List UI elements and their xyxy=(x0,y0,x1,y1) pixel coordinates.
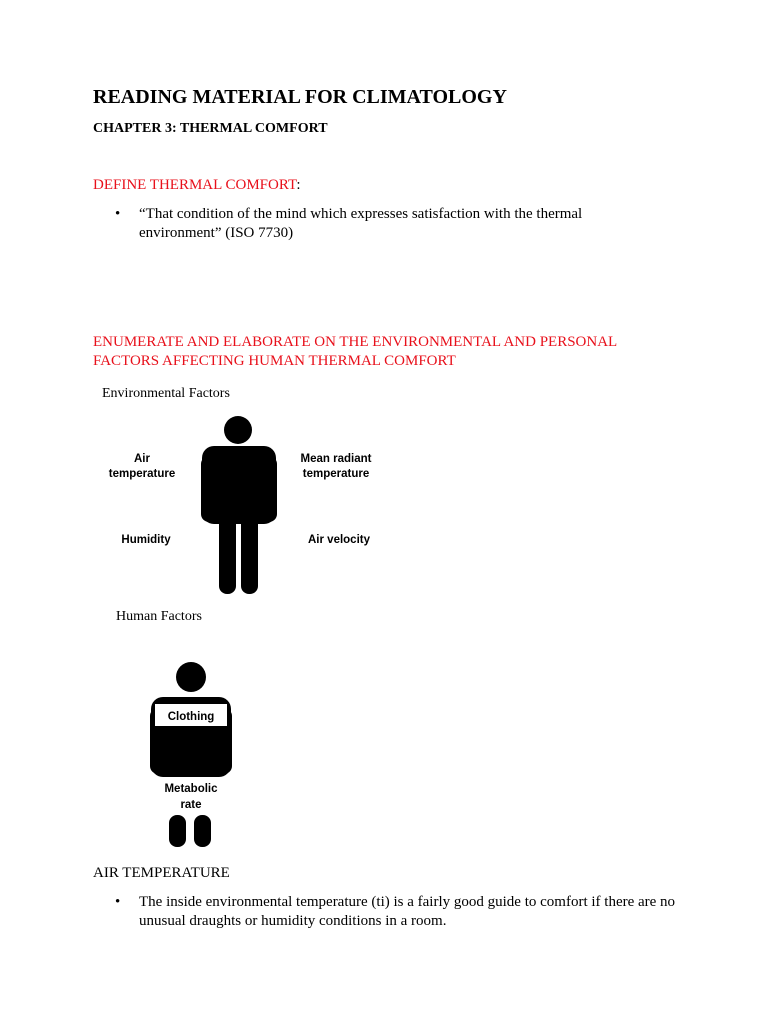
air-temperature-label-line1: Air xyxy=(134,453,150,465)
air-temperature-heading: AIR TEMPERATURE xyxy=(93,865,230,881)
metabolic-rate-label-line1: Metabolic xyxy=(164,783,218,795)
person-silhouette-icon xyxy=(201,416,277,594)
define-heading-colon: : xyxy=(296,177,301,193)
human-factors-figure xyxy=(145,660,240,850)
environmental-factors-label: Environmental Factors xyxy=(102,386,230,401)
air-velocity-label: Air velocity xyxy=(308,534,370,546)
enumerate-heading: ENUMERATE AND ELABORATE ON THE ENVIRONMENTAL AND PERSONAL FACTORS AFFECTING HUMAN THERMAL COMFORT xyxy=(93,334,617,369)
environmental-factors-figure xyxy=(100,408,380,594)
mean-radiant-temperature-label-line1: Mean radiant xyxy=(300,453,372,465)
define-heading xyxy=(93,177,301,194)
document-title: READING MATERIAL FOR CLIMATOLOGY xyxy=(93,86,507,108)
human-factors-label: Human Factors xyxy=(116,609,202,624)
air-temperature-text: The inside environmental temperature (ti) is a fairly good guide to comfort if there are no unusual draughts or humidity conditions in a room. xyxy=(139,894,676,929)
person-silhouette-icon xyxy=(150,662,232,847)
clothing-label: Clothing xyxy=(167,711,215,723)
mean-radiant-temperature-label-line2: temperature xyxy=(302,468,370,480)
bullet-icon: • xyxy=(115,894,121,910)
humidity-label: Humidity xyxy=(121,534,171,546)
definition-text: “That condition of the mind which expresses satisfaction with the thermal environment” (ISO 7730) xyxy=(139,206,583,241)
chapter-heading: CHAPTER 3: THERMAL COMFORT xyxy=(93,121,328,136)
metabolic-rate-label-line2: rate xyxy=(180,799,202,811)
bullet-icon: • xyxy=(115,206,121,222)
air-temperature-label-line2: temperature xyxy=(108,468,176,480)
define-heading-text: DEFINE THERMAL COMFORT xyxy=(93,177,297,193)
